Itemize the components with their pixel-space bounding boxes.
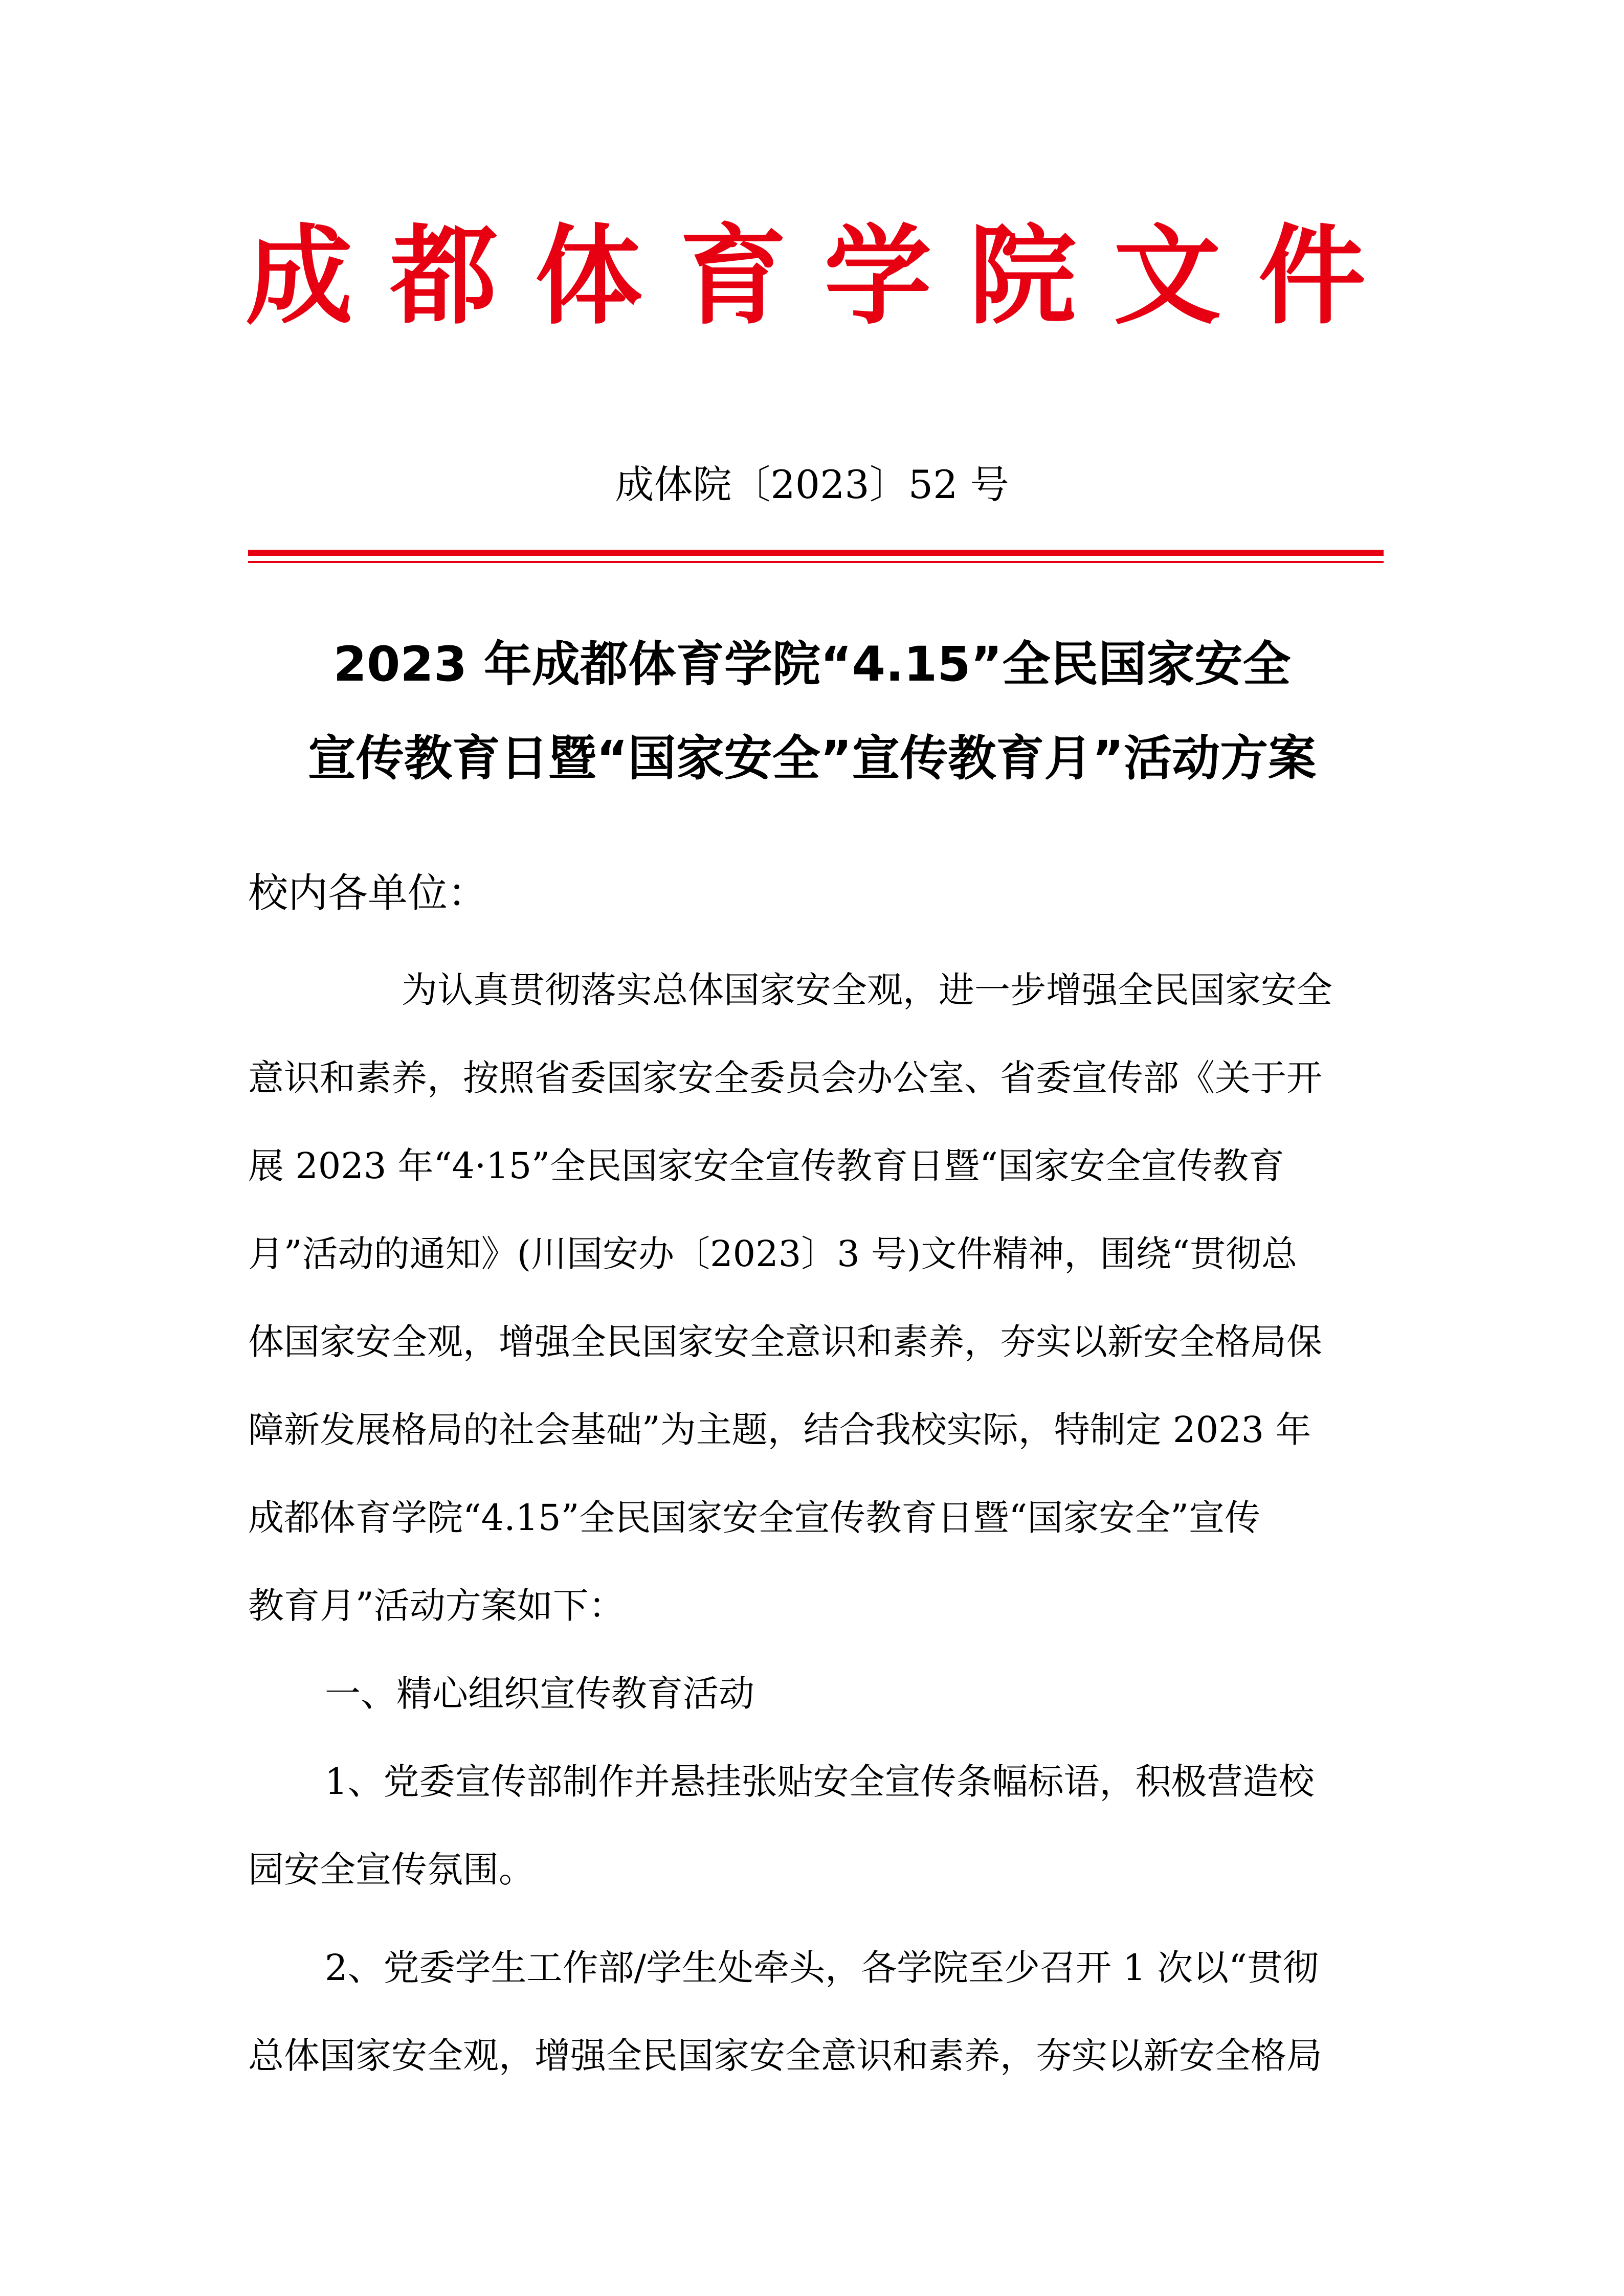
body-line: 意识和素养，按照省委国家安全委员会办公室、省委宣传部《关于开: [248, 1057, 1322, 1099]
header-title-char: 育: [679, 213, 787, 339]
header-title-char: 成: [246, 213, 353, 339]
document-header-title: [246, 205, 1366, 348]
body-line: 一、精心组织宣传教育活动: [325, 1673, 754, 1715]
header-title-char: 都: [390, 213, 498, 339]
section-heading-1: [248, 1650, 1384, 1738]
header-title-char: 院: [969, 213, 1077, 339]
header-title-char: 文: [1114, 213, 1221, 339]
body-line: 园安全宣传氛围。: [248, 1849, 535, 1890]
document-body: [248, 946, 1384, 2100]
paragraph-item-1: [248, 1738, 1384, 1914]
body-line: 为认真贯彻落实总体国家安全观，进一步增强全民国家安全: [402, 969, 1332, 1011]
body-line: 成都体育学院“4.15”全民国家安全宣传教育日暨“国家安全”宣传: [248, 1497, 1261, 1539]
paragraph-intro: [248, 946, 1384, 1650]
body-line: 障新发展格局的社会基础”为主题，结合我校实际，特制定 2023 年: [248, 1409, 1311, 1451]
body-line: 展 2023 年“4·15”全民国家安全宣传教育日暨“国家安全宣传教育: [248, 1145, 1284, 1187]
header-title-char: 件: [1258, 213, 1366, 339]
body-line: 2、党委学生工作部/学生处牵头，各学院至少召开 1 次以“贯彻: [325, 1947, 1319, 1989]
body-line: 月”活动的通知》(川国安办〔2023〕3 号)文件精神，围绕“贯彻总: [248, 1233, 1298, 1275]
header-title-char: 学: [824, 213, 932, 339]
body-line: 体国家安全观，增强全民国家安全意识和素养，夯实以新安全格局保: [248, 1321, 1322, 1363]
header-title-char: 体: [535, 213, 642, 339]
document-title: [0, 618, 1624, 806]
salutation: 校内各单位：: [248, 870, 488, 916]
body-line: 1、党委宣传部制作并悬挂张贴安全宣传条幅标语，积极营造校: [325, 1761, 1315, 1803]
body-line: 总体国家安全观，增强全民国家安全意识和素养，夯实以新安全格局: [248, 2035, 1322, 2077]
paragraph-item-2: [248, 1924, 1384, 2100]
red-divider-thick: [248, 550, 1384, 556]
paragraph-gap: [248, 1914, 1384, 1924]
document-title-line: 2023 年成都体育学院“4.15”全民国家安全: [333, 637, 1291, 692]
document-number: 成体院〔2023〕52 号: [615, 462, 1009, 507]
red-divider-thin: [248, 561, 1384, 563]
document-title-line: 宣传教育日暨“国家安全”宣传教育月”活动方案: [307, 731, 1317, 786]
body-line: 教育月”活动方案如下：: [248, 1585, 625, 1627]
